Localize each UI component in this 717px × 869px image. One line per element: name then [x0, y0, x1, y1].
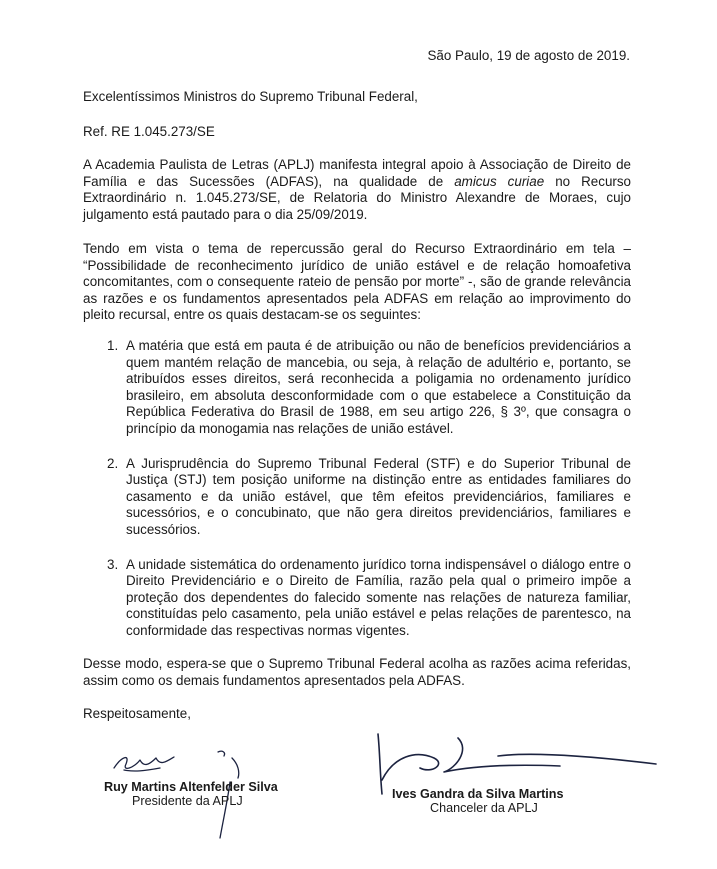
paragraph-line: concomitantes, com o consequente rateio de pensão por morte” -, são de grande relevância: [83, 274, 631, 290]
list-item: 3. A unidade sistemática do ordenamento jurídico torna indispensável o diálogo entre o Direito Previdenciário e o Direito de Família, razão pela qual o primeiro impõe a proteção dos dependentes do falecido somente nas relações de natureza familiar, constituídas pelo casamento, pela união estável e pelas relações de parentesco, na conformidade das respectivas normas vigentes.: [107, 556, 631, 638]
signature-block-president: [104, 780, 314, 808]
arguments-list: [83, 338, 631, 658]
list-item-number: 1.: [107, 338, 119, 353]
paragraph-line: pleito recursal, entre os quais destacam-se os seguintes:: [83, 307, 421, 323]
salutation: Excelentíssimos Ministros do Supremo Tribunal Federal,: [83, 89, 418, 104]
paragraph-line: Tendo em vista o tema de repercussão geral do Recurso Extraordinário em tela –: [83, 241, 631, 256]
list-item-number: 2.: [107, 455, 119, 471]
paragraph-line: Desse modo, espera-se que o Supremo Tribunal Federal acolha as razões acima referidas,: [83, 656, 631, 671]
date-line: São Paulo, 19 de agosto de 2019.: [427, 48, 630, 63]
list-item: 2. A Jurisprudência do Supremo Tribunal Federal (STF) e do Superior Tribunal de Justiça (STJ) tem posição uniforme na distinção entre as entidades familiares do casamento e da união estável, que têm efeitos previdenciários, familiares e sucessórios, e o concubinato, que não gera direitos previdenciários, familiares e sucessórios.: [107, 455, 631, 537]
signature-block-chancellor: [392, 787, 622, 815]
amicus-curiae-term: amicus curiae: [454, 173, 545, 189]
signatory-title: Chanceler da APLJ: [430, 801, 538, 815]
list-item: 1. A matéria que está em pauta é de atribuição ou não de benefícios previdenciários a quem mantém relação de mancebia, ou seja, à relação de adultério e, portanto, se atribuídos esses direitos, será reconhecida a poligamia no ordenamento jurídico brasileiro, em absoluta desconformidade com o que estabelece a Constituição da República Federativa do Brasil de 1988, em seu artigo 226, § 3º, que consagra o princípio da monogamia nas relações de união estável.: [107, 338, 631, 436]
paragraph-line: “Possibilidade de reconhecimento jurídico de união estável e de relação homoafetiva: [83, 257, 631, 273]
paragraph-line: Extraordinário n. 1.045.273/SE, de Relatoria do Ministro Alexandre de Moraes, cujo: [83, 190, 631, 206]
reference-line: Ref. RE 1.045.273/SE: [83, 124, 215, 139]
paragraph-line: as razões e os fundamentos apresentados pela ADFAS em relação ao improvimento do: [83, 290, 631, 306]
signatory-title: Presidente da APLJ: [132, 794, 243, 808]
list-item-number: 3.: [107, 556, 119, 572]
paragraph-line: julgamento está pautado para o dia 25/09/2019.: [83, 206, 368, 222]
paragraph-line: A Academia Paulista de Letras (APLJ) manifesta integral apoio à Associação de Direito de: [83, 157, 631, 172]
closing-line: Respeitosamente,: [83, 706, 191, 721]
signatory-name: Ives Gandra da Silva Martins: [392, 787, 564, 801]
paragraph-line: assim como os demais fundamentos apresentados pela ADFAS.: [83, 672, 465, 688]
signatory-name: Ruy Martins Altenfelder Silva: [104, 780, 278, 794]
paragraph-support: [83, 157, 631, 223]
paragraph-context: [83, 241, 631, 324]
paragraph-line: Família e das Sucessões (ADFAS), na qualidade de amicus curiae no Recurso: [83, 173, 632, 189]
paragraph-conclusion: [83, 656, 631, 689]
